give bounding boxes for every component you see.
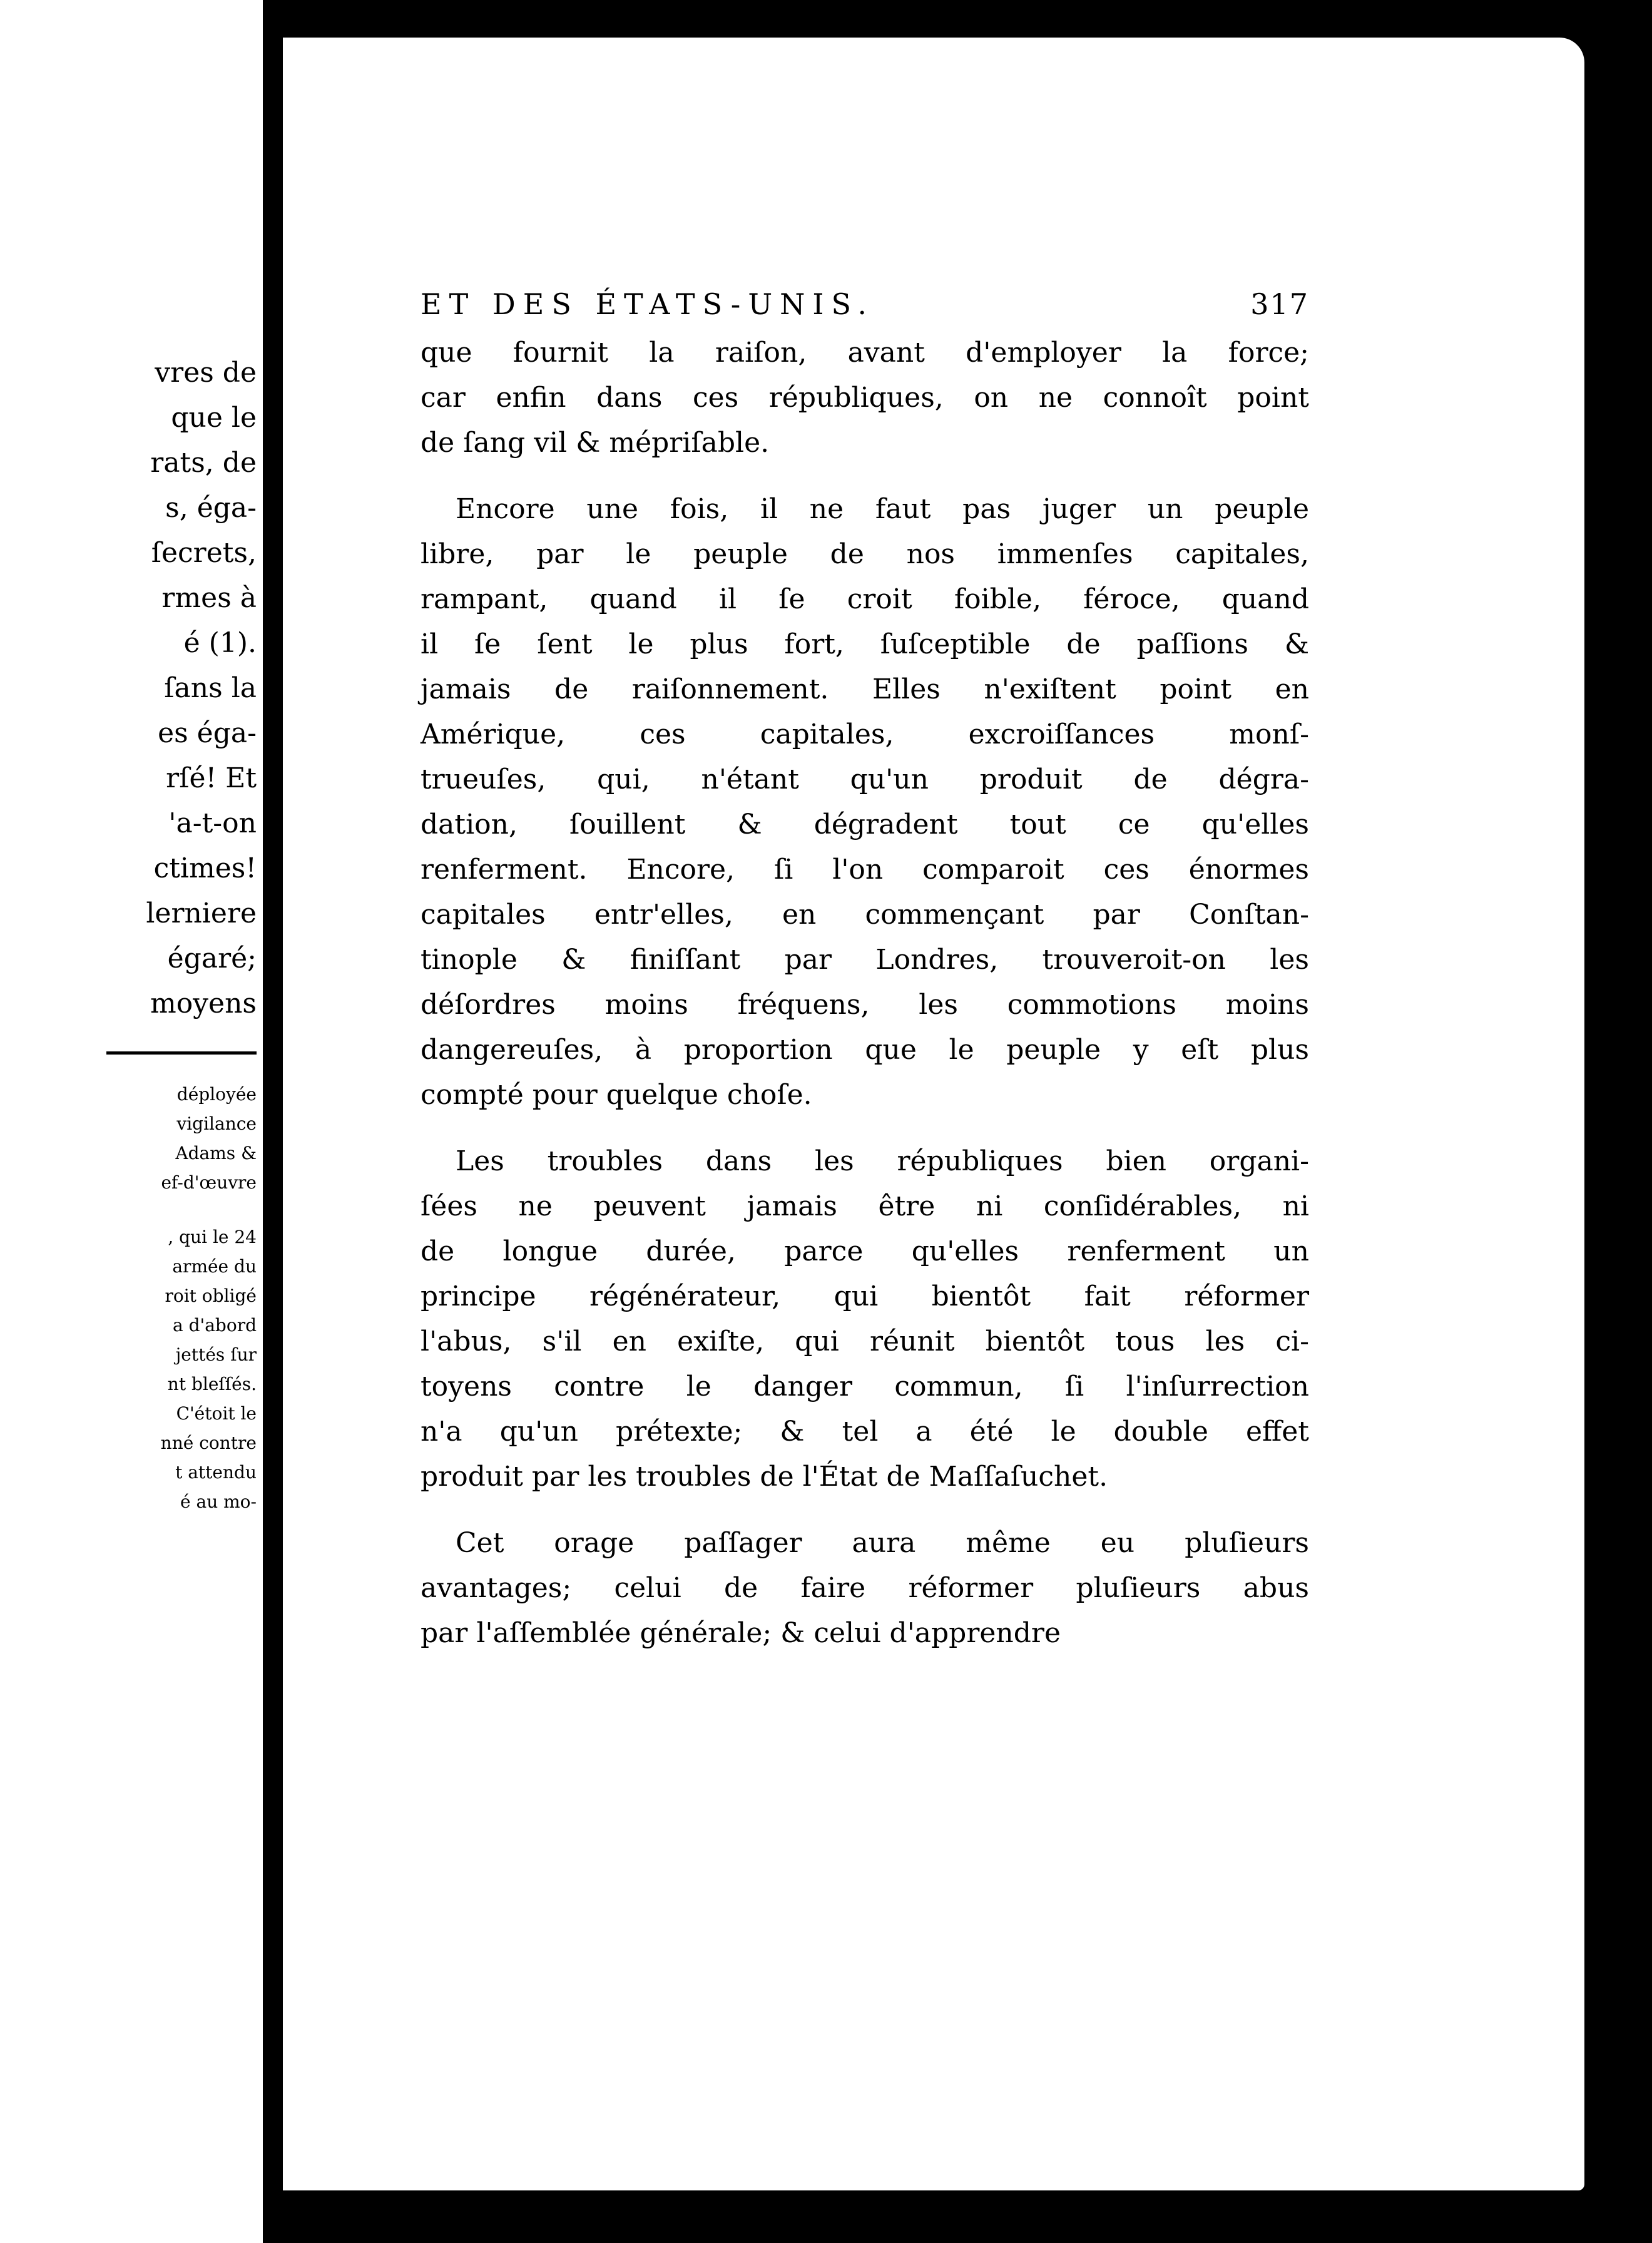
facing-text-line: es éga- <box>158 717 257 749</box>
footnote-line: C'étoit le <box>176 1403 257 1424</box>
footnote-line: déployée <box>176 1084 257 1105</box>
facing-page-text <box>0 350 257 1516</box>
text-line: ſées ne peuvent jamais être ni conſidérables, ni <box>421 1190 1309 1222</box>
text-line: rampant, quand il ſe croit foible, féroce, quand <box>421 583 1309 615</box>
text-line: il ſe ſent le plus fort, ſuſceptible de paſſions & <box>421 628 1309 660</box>
text-line: dangereuſes, à proportion que le peuple y eſt plus <box>421 1034 1309 1066</box>
facing-text-line: ſecrets, <box>151 537 257 569</box>
facing-text-line: s, éga- <box>165 492 257 524</box>
running-header <box>421 282 1309 327</box>
text-line: libre, par le peuple de nos immenſes capitales, <box>421 538 1309 570</box>
running-title: ET DES ÉTATS-UNIS. <box>421 287 875 321</box>
footnote-line: nné contre <box>160 1433 257 1453</box>
text-line: principe régénérateur, qui bientôt fait réformer <box>421 1280 1309 1312</box>
text-line: capitales entr'elles, en commençant par Conſtan- <box>421 899 1309 931</box>
footnote-line: a d'abord <box>173 1315 257 1336</box>
footnote-line: vigilance <box>176 1113 257 1134</box>
footnote-line: Adams & <box>175 1143 257 1163</box>
facing-text-line: rats, de <box>150 447 257 479</box>
facing-text-line: moyens <box>150 988 257 1019</box>
text-line: Cet orage paſſager aura même eu pluſieurs <box>456 1527 1309 1559</box>
facing-text-line: ctimes! <box>153 852 257 884</box>
paragraph <box>421 1139 1309 1500</box>
paragraph <box>421 487 1309 1118</box>
text-line: produit par les troubles de l'État de Maſſaſuchet. <box>421 1461 1108 1493</box>
facing-text-line: 'a-t-on <box>168 807 257 839</box>
footnote-line: t attendu <box>175 1462 257 1483</box>
text-line: compté pour quelque choſe. <box>421 1079 812 1111</box>
facing-text-line: rmes à <box>161 582 257 614</box>
paragraph <box>421 1521 1309 1656</box>
text-line: trueuſes, qui, n'étant qu'un produit de dégra- <box>421 764 1309 795</box>
paragraphs <box>421 330 1309 1656</box>
footnote-line: é au mo- <box>180 1491 257 1512</box>
facing-text-line: ſans la <box>164 672 257 704</box>
facing-text-line: égaré; <box>167 943 257 974</box>
text-line: tinople & finiſſant par Londres, trouveroit-on les <box>421 944 1309 976</box>
text-line: avantages; celui de faire réformer pluſieurs abus <box>421 1572 1309 1604</box>
text-line: car enfin dans ces républiques, on ne connoît point <box>421 382 1309 414</box>
footnote-line: ef-d'œuvre <box>161 1172 257 1193</box>
page-number: 317 <box>1250 287 1309 321</box>
scan-edge-right <box>1584 0 1652 2243</box>
footnote-line: jettés ſur <box>175 1344 257 1365</box>
text-line: Encore une fois, il ne faut pas juger un peuple <box>456 493 1309 525</box>
text-line: renferment. Encore, ſi l'on comparoit ces énormes <box>421 854 1309 886</box>
page-body <box>421 282 1309 1677</box>
text-line: déſordres moins fréquens, les commotions moins <box>421 989 1309 1021</box>
facing-text-line: lerniere <box>146 897 257 929</box>
facing-text-line: que le <box>171 402 257 434</box>
footnote-line: nt bleſſés. <box>167 1374 257 1394</box>
facing-text-line: rſé! Et <box>166 762 257 794</box>
text-line: n'a qu'un prétexte; & tel a été le double effet <box>421 1416 1309 1448</box>
text-line: jamais de raiſonnement. Elles n'exiſtent point en <box>421 673 1309 705</box>
facing-text-line: é (1). <box>183 627 257 659</box>
text-line: de ſang vil & mépriſable. <box>421 427 770 459</box>
footnote-rule <box>106 1051 257 1055</box>
text-line: dation, ſouillent & dégradent tout ce qu'elles <box>421 809 1309 840</box>
text-line: de longue durée, parce qu'elles renferment un <box>421 1235 1309 1267</box>
paragraph <box>421 330 1309 466</box>
text-line: Amérique, ces capitales, excroiſſances monſ- <box>421 718 1309 750</box>
footnote-line: roit obligé <box>165 1285 257 1306</box>
facing-text-line: vres de <box>155 357 257 389</box>
footnote-line: armée du <box>172 1256 257 1277</box>
facing-page-left <box>0 0 263 2243</box>
text-line: toyens contre le danger commun, ſi l'inſurrection <box>421 1371 1309 1403</box>
text-line: que fournit la raiſon, avant d'employer la force; <box>421 337 1309 369</box>
footnote-line: , qui le 24 <box>168 1227 257 1247</box>
footnote-gap <box>0 1197 257 1222</box>
text-line: Les troubles dans les républiques bien organi- <box>456 1145 1309 1177</box>
page-317 <box>283 38 1584 2190</box>
book-gutter <box>263 0 283 2243</box>
text-line: l'abus, s'il en exiſte, qui réunit bientôt tous les ci- <box>421 1326 1309 1357</box>
text-line: par l'aſſemblée générale; & celui d'apprendre <box>421 1617 1061 1649</box>
